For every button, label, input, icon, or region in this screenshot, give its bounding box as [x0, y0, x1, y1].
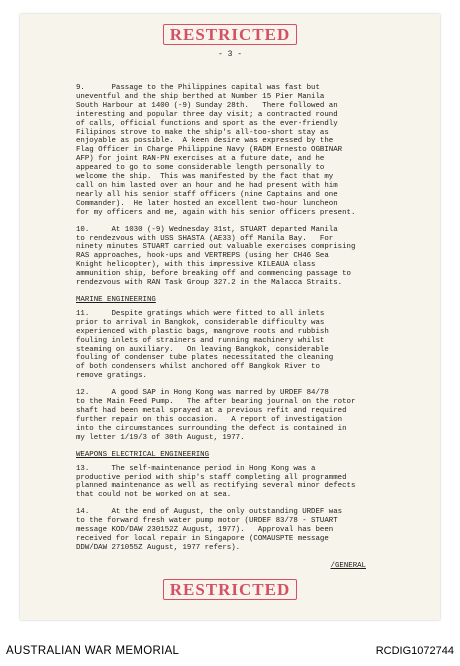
paragraph [76, 226, 398, 288]
paragraph-line: shaft had been metal sprayed at a previous refit and required [76, 407, 347, 415]
paragraph-line: welcome the ship. This was manifested by the fact that my [76, 173, 334, 182]
paragraph-line: RAS approaches, hook-ups and VERTREPS (using her CH46 Sea [76, 252, 329, 261]
paragraph-line: of both condensers whilst anchored off Bangkok River to [76, 363, 320, 372]
weapons-paragraphs [76, 465, 398, 553]
paragraph [76, 389, 398, 442]
restricted-stamp-bottom-label: RESTRICTED [163, 579, 298, 600]
paragraph-line: remove gratings. [76, 372, 147, 381]
paragraph-line: 9. Passage to the Philippines capital was fast but [76, 84, 320, 92]
paragraph-line: to the Main Feed Pump. The after bearing journal on the rotor [76, 398, 356, 407]
paragraph-line: 12. A good SAP in Hong Kong was marred by URDEF 84/78 [76, 389, 329, 398]
paragraph-line: prior to arrival in Bangkok, considerable difficulty was [76, 318, 325, 327]
paragraph-line: experienced with plastic bags, mangrove roots and rubbish [76, 327, 329, 336]
paragraph-line: interesting and popular three day visit; a contracted round [76, 110, 338, 119]
footer-record-id: RCDIG1072744 [375, 645, 454, 657]
paragraph-line: 10. At 1030 (-9) Wednesday 31st, STUART departed Manila [76, 225, 338, 234]
document-body [76, 84, 398, 561]
archive-footer [0, 636, 460, 666]
paragraph-line: fouling of condenser tube plates necessitated the cleaning [76, 354, 334, 363]
paragraph-line: planned maintenance as well as rectifying several minor defects [76, 482, 356, 491]
paragraph-line: uneventful and the ship berthed at Number 15 Pier Manila [76, 92, 325, 101]
paragraph-line: 13. The self-maintenance period in Hong Kong was a [76, 464, 316, 473]
paragraph-line: call on him lasted over an hour and he had present with him [76, 181, 338, 190]
marine-paragraphs [76, 310, 398, 443]
paragraph-line: fouling inlets of strainers and running machinery whilst [76, 336, 325, 345]
paragraph-line: steaming on auxiliary. On leaving Bangkok, considerable [76, 345, 329, 354]
paragraph-line: into the circumstances surrounding the defect is contained in [76, 424, 347, 433]
paragraph-line: ninety minutes STUART carried out valuable exercises comprising [76, 243, 356, 252]
paragraph-line: South Harbour at 1400 (-9) Sunday 28th. There followed an [76, 101, 338, 110]
paragraph-line: further repair on this occasion. A report of investigation [76, 415, 343, 424]
paragraph [76, 84, 398, 218]
document-page [20, 14, 440, 620]
paragraph-line: nearly all his senior staff officers (nine Captains and one [76, 190, 338, 199]
paragraph-line: appeared to go to some considerable length personally to [76, 164, 325, 173]
paragraph-line: message KOD/DAW 230152Z August, 1977). Approval has been [76, 526, 334, 535]
paragraph-line: 14. At the end of August, the only outstanding URDEF was [76, 508, 343, 517]
page-number: - 3 - [217, 50, 242, 59]
paragraph-line: of calls, official functions and sport as the ever-friendly [76, 119, 338, 128]
paragraph-line: my letter 1/19/3 of 30th August, 1977. [76, 433, 245, 442]
general-paragraphs [76, 84, 398, 288]
continuation-note: /GENERAL [330, 562, 366, 570]
restricted-stamp-bottom [20, 579, 440, 600]
paragraph-line: to rendezvous with USS SHASTA (AE33) off Manila Bay. For [76, 234, 334, 243]
paragraph [76, 465, 398, 501]
restricted-stamp-top-label: RESTRICTED [163, 24, 298, 45]
paragraph [76, 508, 398, 553]
section-heading-marine-engineering: MARINE ENGINEERING [76, 295, 156, 304]
paragraph-line: Knight helicopter), with this impressive KILEAUA class [76, 261, 316, 270]
paragraph-line: received for local repair in Singapore (COMAUSPTE message [76, 534, 329, 543]
paragraph-line: Filipinos strove to make the ship's all-too-short stay as [76, 128, 329, 137]
paragraph [76, 310, 398, 381]
paragraph-line: to the forward fresh water pump motor (URDEF 83/78 - STUART [76, 517, 338, 526]
paragraph-line: Commander). He later hosted an excellent two-hour luncheon [76, 199, 338, 208]
paragraph-line: Flag Officer in Charge Philippine Navy (RADM Ernesto OGBINAR [76, 146, 343, 155]
paragraph-line: for my officers and me, again with his senior officers present. [76, 208, 356, 217]
paragraph-line: DDW/DAW 271055Z August, 1977 refers). [76, 543, 241, 552]
paragraph-line: enjoyable as possible. A keen desire was expressed by the [76, 137, 334, 146]
paragraph-line: productive period with ship's staff completing all programmed [76, 473, 347, 482]
restricted-stamp-top [20, 24, 440, 45]
section-heading-weapons-electrical-engineering: WEAPONS ELECTRICAL ENGINEERING [76, 450, 210, 459]
paragraph-line: ammunition ship, before breaking off and commencing passage to [76, 270, 351, 279]
paragraph-line: AFP) for joint RAN-PN exercises at a future date, and he [76, 155, 325, 164]
paragraph-line: rendezvous with RAN Task Group 327.2 in the Malacca Straits. [76, 279, 343, 288]
paragraph-line: that could not be worked on at sea. [76, 491, 232, 500]
footer-institution: AUSTRALIAN WAR MEMORIAL [6, 645, 180, 657]
paragraph-line: 11. Despite gratings which were fitted to all inlets [76, 309, 325, 318]
